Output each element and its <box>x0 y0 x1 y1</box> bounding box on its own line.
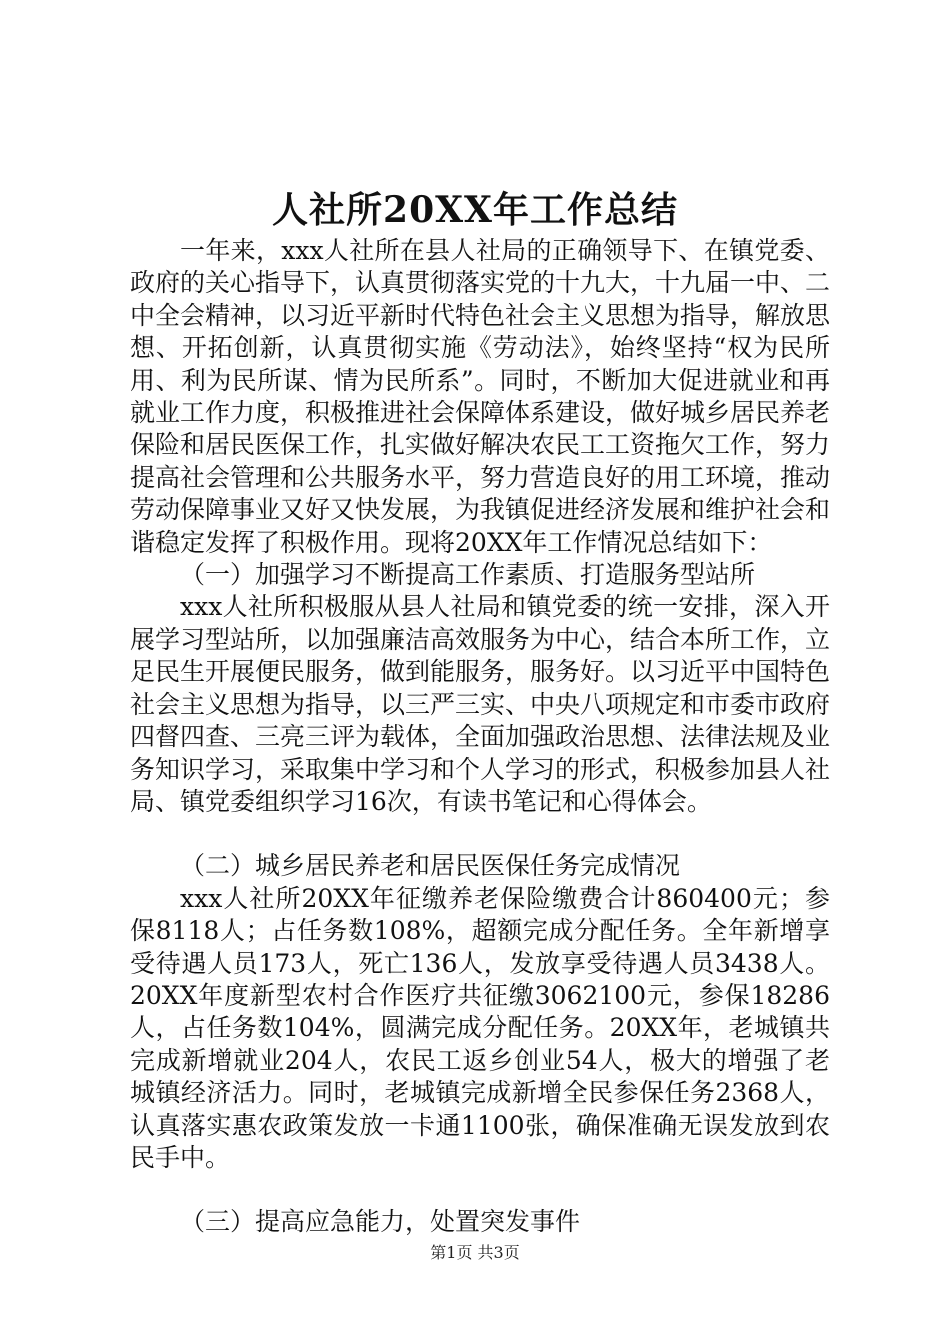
page-footer: 第1页 共3页 <box>430 1243 520 1262</box>
paragraph-spacer <box>130 1174 830 1206</box>
section-2-paragraph: xxx人社所20XX年征缴养老保险缴费合计860400元；参保8118人；占任务数108%，超额完成分配任务。全年新增享受待遇人员173人，死亡136人，发放享受待遇人员3438人。20XX年度新型农村合作医疗共征缴3062100元，参保18286人，占任务数104%，圆满完成分配任务。20XX年，老城镇共完成新增就业204人，农民工返乡创业54人，极大的增强了老城镇经济活力。同时，老城镇完成新增全民参保任务2368人，认真落实惠农政策发放一卡通1100张，确保准确无误发放到农民手中。 <box>130 883 830 1172</box>
document-title: 人社所20XX年工作总结 <box>272 189 678 231</box>
section-2-heading: （二）城乡居民养老和居民医保任务完成情况 <box>180 851 681 881</box>
document-body <box>130 235 830 1239</box>
section-1-paragraph: xxx人社所积极服从县人社局和镇党委的统一安排，深入开展学习型站所，以加强廉洁高效服务为中心，结合本所工作，立足民生开展便民服务，做到能服务，服务好。以习近平中国特色社会主义思想为指导，以三严三实、中央八项规定和市委市政府四督四查、三亮三评为载体，全面加强政治思想、法律法规及业务知识学习，采取集中学习和个人学习的形式，积极参加县人社局、镇党委组织学习16次，有读书笔记和心得体会。 <box>130 592 831 816</box>
section-1-heading: （一）加强学习不断提高工作素质、打造服务型站所 <box>180 560 756 590</box>
section-3-heading: （三）提高应急能力，处置突发事件 <box>180 1207 581 1237</box>
intro-paragraph: 一年来，xxx人社所在县人社局的正确领导下、在镇党委、政府的关心指导下，认真贯彻落实党的十九大，十九届一中、二中全会精神，以习近平新时代特色社会主义思想为指导，解放思想、开拓创新，认真贯彻实施《劳动法》，始终坚持“权为民所用、利为民所谋、情为民所系”。同时，不断加大促进就业和再就业工作力度，积极推进社会保障体系建设，做好城乡居民养老保险和居民医保工作，扎实做好解决农民工工资拖欠工作，努力提高社会管理和公共服务水平，努力营造良好的用工环境，推动劳动保障事业又好又快发展，为我镇促进经济发展和维护社会和谐稳定发挥了积极作用。现将20XX年工作情况总结如下： <box>130 236 831 557</box>
paragraph-spacer <box>130 818 830 850</box>
